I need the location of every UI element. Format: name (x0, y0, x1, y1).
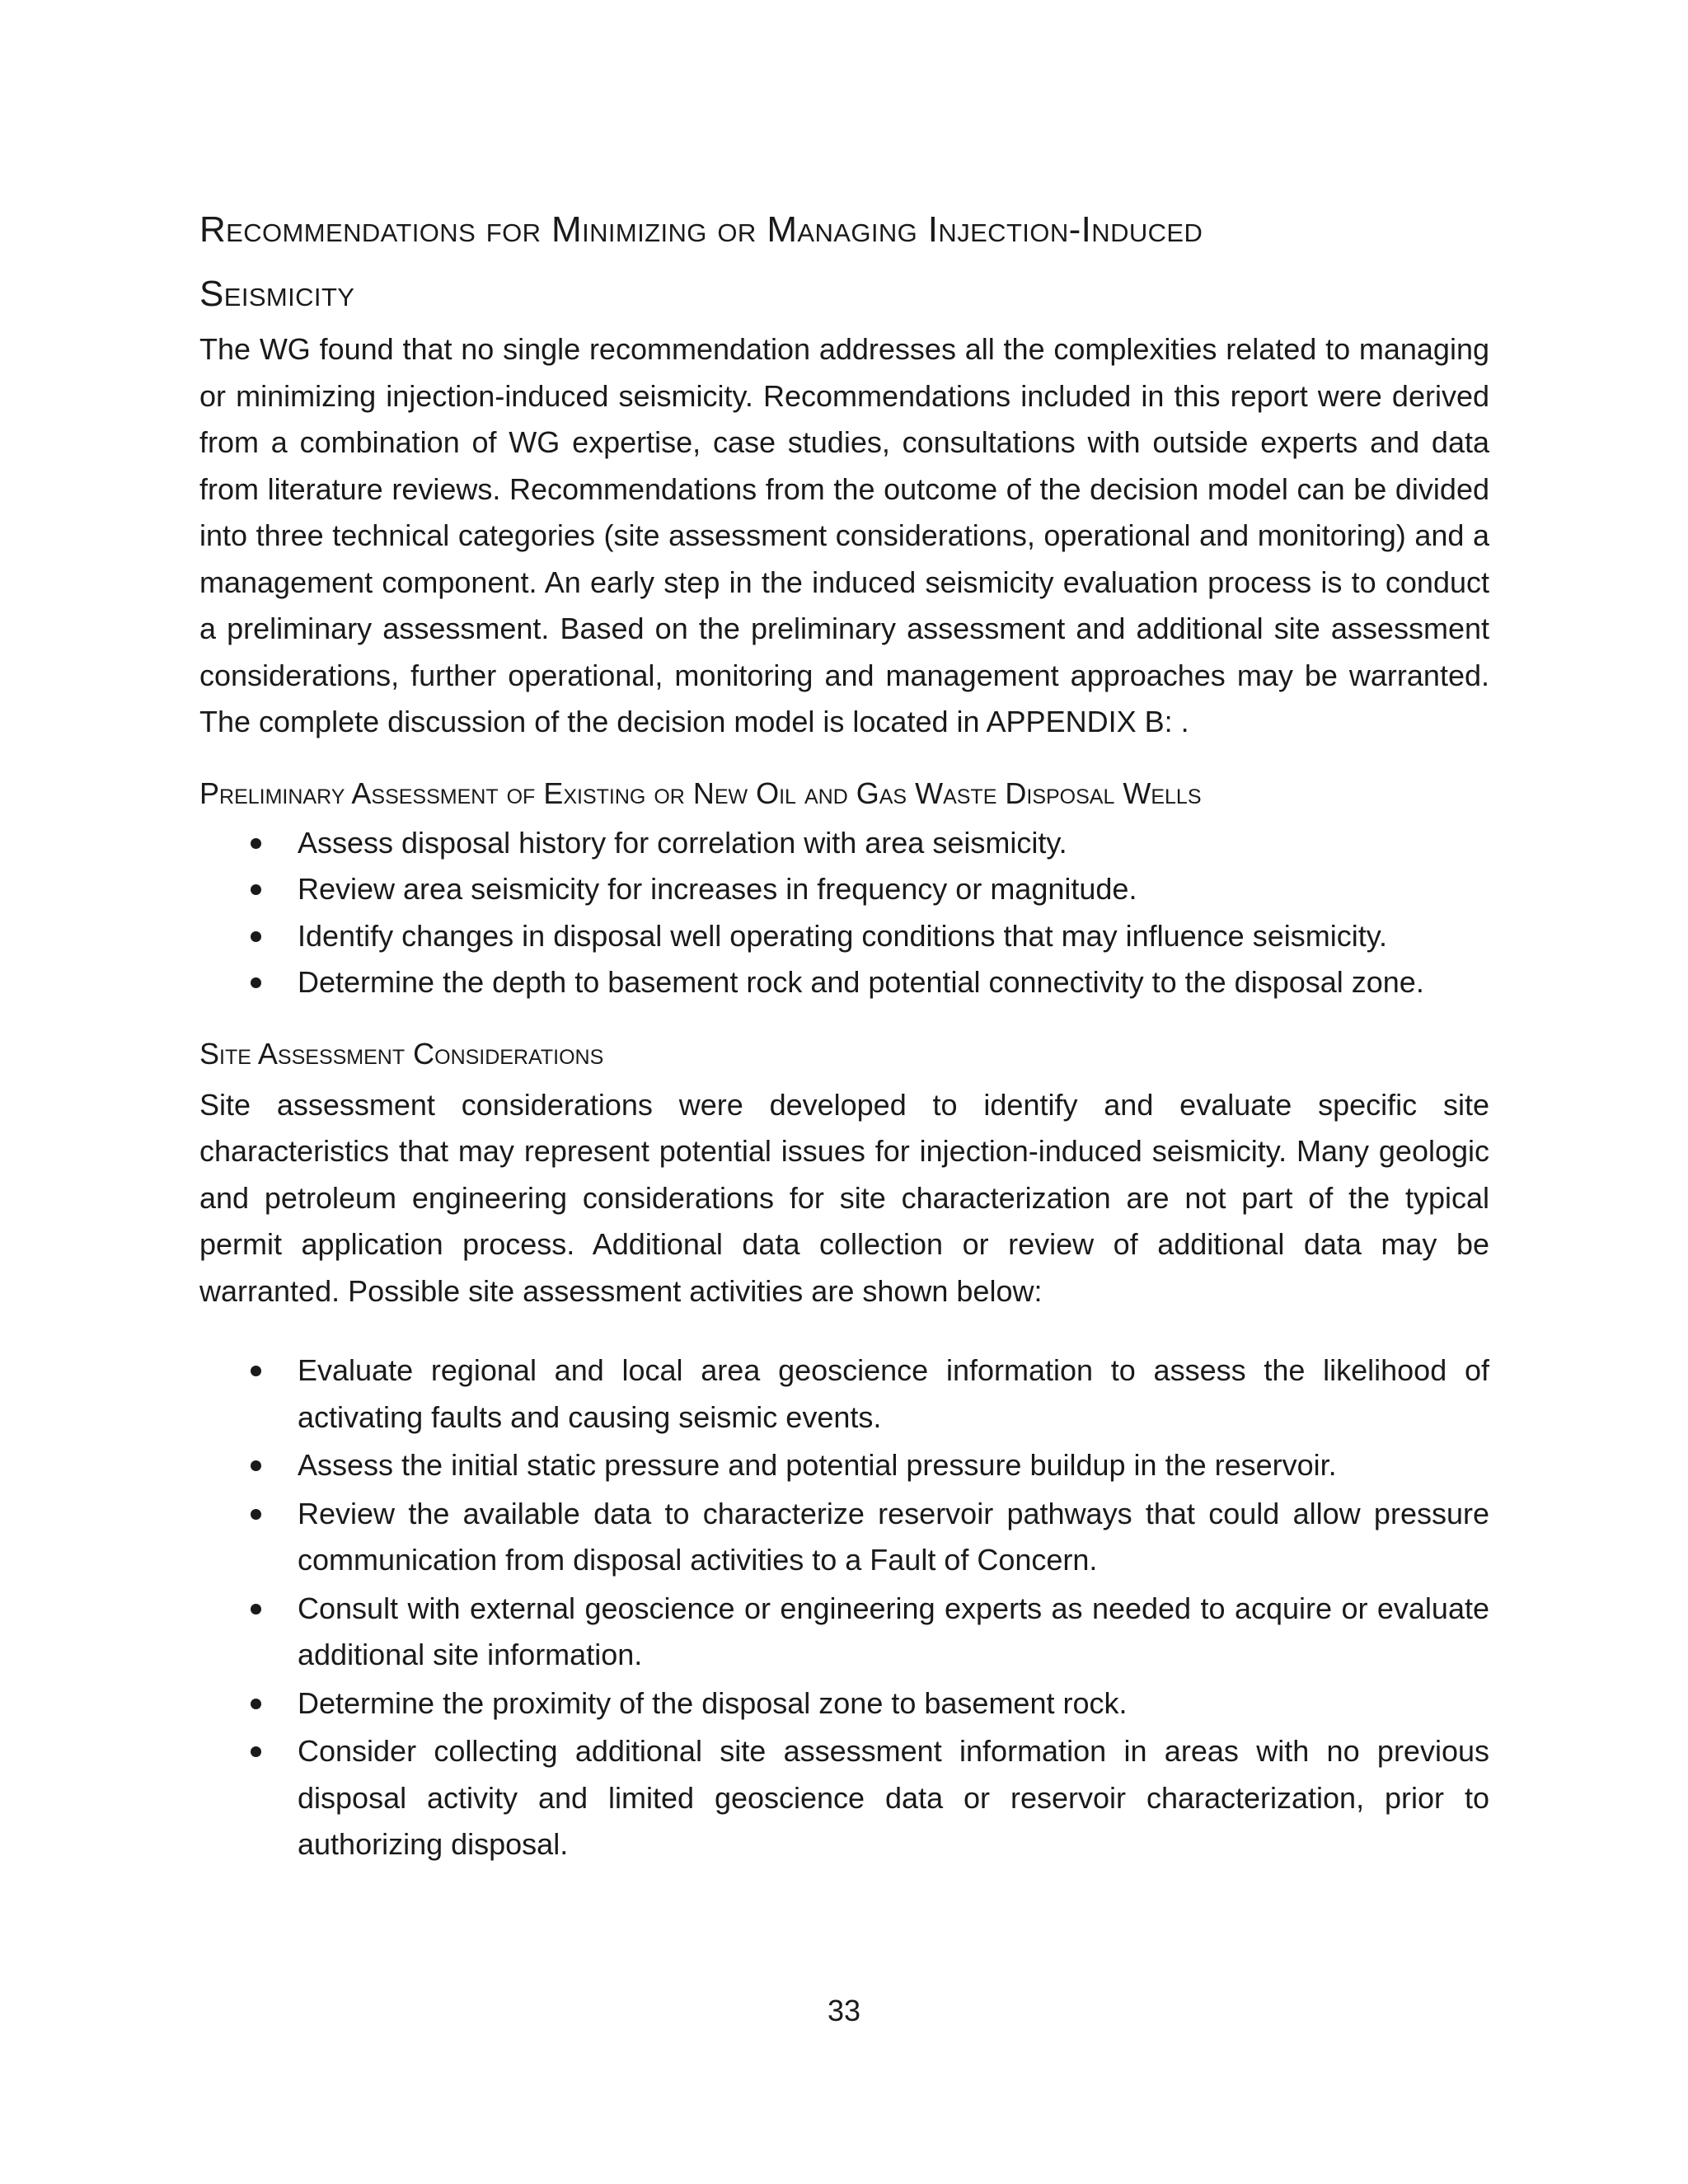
list-item (199, 1347, 1489, 1441)
section-heading (199, 198, 1489, 326)
list-item-text: Consult with external geoscience or engineering experts as needed to acquire or evaluate additional site information. (298, 1591, 1489, 1671)
bullet-icon (251, 838, 261, 849)
list-item (199, 1728, 1489, 1868)
section-heading-line-2: Seismicity (199, 274, 355, 314)
list-item (199, 913, 1489, 960)
list-item-text: Evaluate regional and local area geoscience information to assess the likelihood of activating faults and causing seismic events. (298, 1353, 1489, 1434)
bullet-icon (251, 1460, 261, 1471)
site-assessment-paragraph: Site assessment considerations were developed to identify and evaluate specific site characteristics that may represent potential issues for injection-induced seismicity. Many geologic and petroleum engineering considerations for site characterization are not part of the typical permit application process. Additional data collection or review of additional data may be warranted. Possible site assessment activities are shown below: (199, 1087, 1489, 1308)
preliminary-assessment-list (199, 820, 1489, 1006)
bullet-icon (251, 1366, 261, 1376)
list-item (199, 866, 1489, 913)
list-item (199, 1680, 1489, 1727)
bullet-icon (251, 931, 261, 942)
list-item-text: Determine the proximity of the disposal zone to basement rock. (298, 1685, 1128, 1720)
bullet-icon (251, 1604, 261, 1615)
list-item (199, 820, 1489, 867)
list-item-text: Review the available data to characterize reservoir pathways that could allow pressure communication from disposal activities to a Fault of Concern. (298, 1496, 1489, 1577)
list-item-text: Assess disposal history for correlation with area seismicity. (298, 825, 1067, 860)
site-assessment-list (199, 1347, 1489, 1868)
intro-paragraph: The WG found that no single recommendation addresses all the complexities related to managing or minimizing injection-induced seismicity. Recommendations included in this report were derived from a combination of WG expertise, case studies, consultations with outside experts and data from literature reviews. Recommendations from the outcome of the decision model can be divided into three technical categories (site assessment considerations, operational and monitoring) and a management component. An early step in the induced seismicity evaluation process is to conduct a preliminary assessment. Based on the preliminary assessment and additional site assessment considerations, further operational, monitoring and management approaches may be warranted. The complete discussion of the decision model is located in APPENDIX B: . (199, 332, 1489, 738)
list-item (199, 1442, 1489, 1489)
preliminary-assessment-heading: Preliminary Assessment of Existing or New Oil and Gas Waste Disposal Wells (199, 776, 1202, 810)
list-item-text: Determine the depth to basement rock and potential connectivity to the disposal zone. (298, 965, 1424, 999)
bullet-icon (251, 1699, 261, 1709)
bullet-icon (251, 977, 261, 988)
page-content (199, 198, 1489, 1870)
list-item-text: Assess the initial static pressure and potential pressure buildup in the reservoir. (298, 1448, 1337, 1482)
list-item (199, 1491, 1489, 1584)
list-item-text: Review area seismicity for increases in frequency or magnitude. (298, 872, 1137, 906)
bullet-icon (251, 1509, 261, 1520)
section-heading-line-1: Recommendations for Minimizing or Managing Injection-Induced (199, 209, 1203, 250)
list-item-text: Consider collecting additional site assessment information in areas with no previous disposal activity and limited geoscience data or reservoir characterization, prior to authorizing disposal. (298, 1734, 1489, 1861)
list-item (199, 1586, 1489, 1679)
list-item (199, 959, 1489, 1006)
bullet-icon (251, 884, 261, 895)
page-number: 33 (827, 1994, 861, 2027)
list-item-text: Identify changes in disposal well operating conditions that may influence seismicity. (298, 918, 1388, 953)
bullet-icon (251, 1746, 261, 1757)
site-assessment-heading: Site Assessment Considerations (199, 1036, 604, 1071)
